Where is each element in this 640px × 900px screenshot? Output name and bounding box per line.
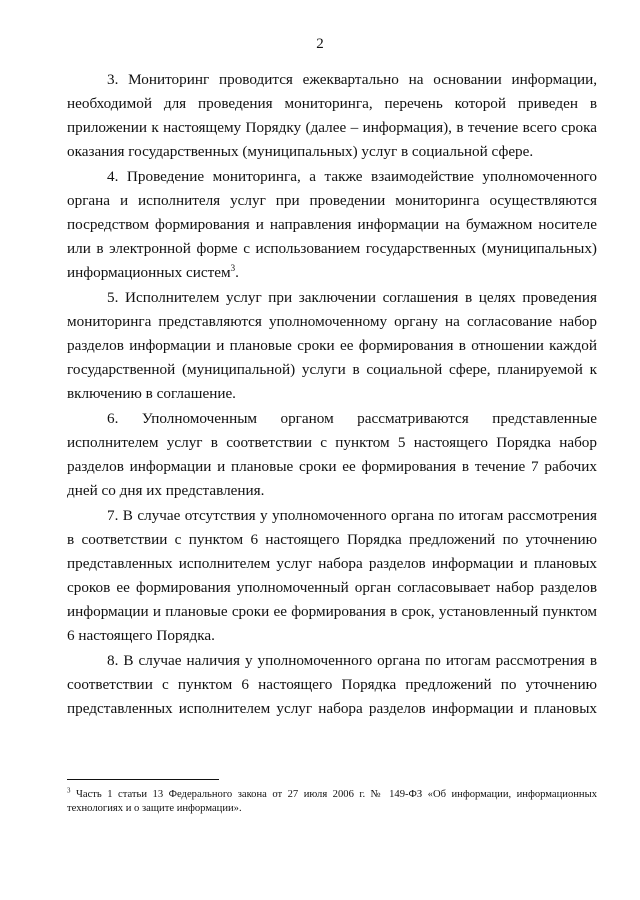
paragraph-5: 5. Исполнителем услуг при заключении соглашения в целях проведения мониторинга представляются уполномоченному органу на согласование набор разделов информации и плановые сроки ее формирования в отношении каждой государственной (муниципальной) услуги в социальной сфере, планируемой к включению в соглашение. bbox=[67, 289, 597, 402]
document-body bbox=[67, 68, 597, 721]
paragraph-8: 8. В случае наличия у уполномоченного органа по итогам рассмотрения в соответствии с пунктом 6 настоящего Порядка предложений по уточнению представленных исполнителем услуг набора разделов информации и плановых bbox=[67, 652, 597, 717]
paragraph-3: 3. Мониторинг проводится ежеквартально на основании информации, необходимой для проведения мониторинга, перечень которой приведен в приложении к настоящему Порядку (далее – информация), в течение всего срока оказания государственных (муниципальных) услуг в социальной сфере. bbox=[67, 71, 597, 160]
footnote-text: Часть 1 статьи 13 Федерального закона от 27 июля 2006 г. № 149-ФЗ «Об информации, информационных технологиях и о защите информации». bbox=[67, 789, 597, 814]
footnote-marker: 3 bbox=[67, 786, 71, 795]
paragraph-4-end: . bbox=[235, 264, 239, 281]
footnote-reference: 3 bbox=[230, 262, 236, 273]
footnote bbox=[67, 788, 597, 816]
page-number: 2 bbox=[316, 36, 324, 52]
paragraph-4-text: 4. Проведение мониторинга, а также взаимодействие уполномоченного органа и исполнителя услуг при проведении мониторинга осуществляются посредством формирования и направления информации на бумажном носителе или в электронной форме с использованием государственных (муниципальных) информационных систем bbox=[67, 168, 597, 281]
paragraph-6: 6. Уполномоченным органом рассматриваются представленные исполнителем услуг в соответствии с пунктом 5 настоящего Порядка набор разделов информации и плановые сроки ее формирования в течение 7 рабочих дней со дня их представления. bbox=[67, 410, 597, 499]
paragraph-7: 7. В случае отсутствия у уполномоченного органа по итогам рассмотрения в соответствии с пунктом 6 настоящего Порядка предложений по уточнению представленных исполнителем услуг набора разделов информации и плановых сроков ее формирования уполномоченный орган согласовывает набор разделов информации и плановые сроки ее формирования в срок, установленный пунктом 6 настоящего Порядка. bbox=[67, 507, 597, 644]
paragraph-4 bbox=[67, 165, 597, 285]
footnote-separator bbox=[67, 779, 219, 780]
